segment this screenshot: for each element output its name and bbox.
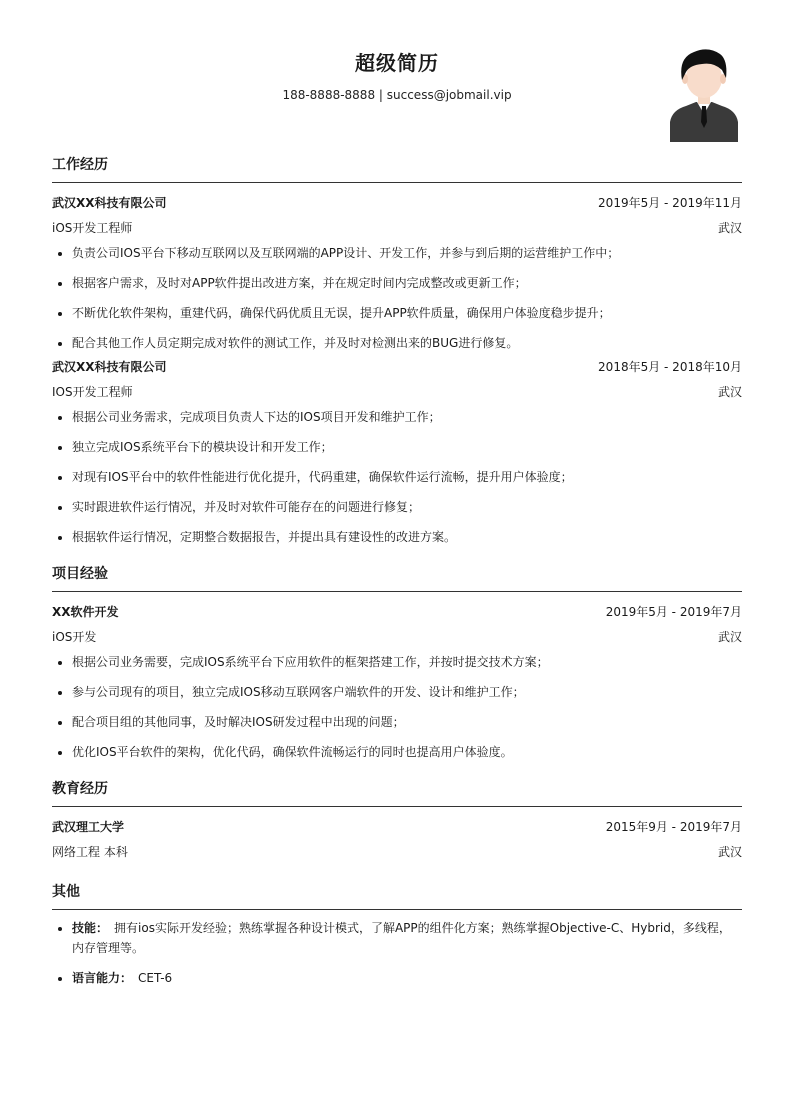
list-item: • 根据公司业务需要，完成IOS系统平台下应用软件的框架搭建工作，并按时提交技术方案； xyxy=(72,652,742,672)
list-item: • 对现有IOS平台中的软件性能进行优化提升，代码重建，确保软件运行流畅，提升用户体验度； xyxy=(72,467,742,487)
section-title-work: 工作经历 xyxy=(52,152,742,183)
work-entry xyxy=(52,355,742,547)
work-location: 武汉 xyxy=(717,221,742,235)
project-location: 武汉 xyxy=(717,630,742,644)
project-duties-list xyxy=(52,652,742,762)
work-dates: 2018年5月 - 2018年10月 xyxy=(598,360,742,374)
school-name: 武汉理工大学 xyxy=(52,820,125,834)
other-list xyxy=(52,918,742,988)
job-title: IOS开发工程师 xyxy=(52,385,133,399)
list-item: • 参与公司现有的项目，独立完成IOS移动互联网客户端软件的开发、设计和维护工作； xyxy=(72,682,742,702)
other-section xyxy=(52,879,742,988)
list-item: • 不断优化软件架构，重建代码，确保代码优质且无误，提升APP软件质量，确保用户体验度稳步提升； xyxy=(72,303,742,323)
avatar xyxy=(668,48,740,142)
contact-info: 188-8888-8888 | success@jobmail.vip xyxy=(282,88,512,102)
work-duties-list xyxy=(52,407,742,547)
section-title-education: 教育经历 xyxy=(52,776,742,807)
job-title: iOS开发工程师 xyxy=(52,221,133,235)
project-role: iOS开发 xyxy=(52,630,97,644)
language-text: CET-6 xyxy=(138,971,173,985)
company-name: 武汉XX科技有限公司 xyxy=(52,196,167,210)
work-dates: 2019年5月 - 2019年11月 xyxy=(598,196,742,210)
list-item: • 配合项目组的其他同事，及时解决IOS研发过程中出现的问题； xyxy=(72,712,742,732)
education-location: 武汉 xyxy=(717,845,742,859)
education-section xyxy=(52,776,742,865)
list-item: • 负责公司IOS平台下移动互联网以及互联网端的APP设计、开发工作，并参与到后期的运营维护工作中； xyxy=(72,243,742,263)
list-item xyxy=(72,968,742,988)
language-label: 语言能力： xyxy=(72,971,133,985)
skills-label: 技能： xyxy=(72,921,109,935)
list-item: • 根据公司业务需求，完成项目负责人下达的IOS项目开发和维护工作； xyxy=(72,407,742,427)
skills-text: 拥有ios实际开发经验；熟练掌握各种设计模式，了解APP的组件化方案；熟练掌握Objective-C、Hybrid，多线程，内存管理等。 xyxy=(72,921,731,955)
candidate-name: 超级简历 xyxy=(355,51,439,75)
section-title-projects: 项目经验 xyxy=(52,561,742,592)
list-item: • 独立完成IOS系统平台下的模块设计和开发工作； xyxy=(72,437,742,457)
work-location: 武汉 xyxy=(717,385,742,399)
work-experience-section xyxy=(52,152,742,547)
list-item xyxy=(72,918,742,958)
education-dates: 2015年9月 - 2019年7月 xyxy=(605,820,742,834)
list-item: • 实时跟进软件运行情况，并及时对软件可能存在的问题进行修复； xyxy=(72,497,742,517)
section-title-other: 其他 xyxy=(52,879,742,910)
work-duties-list xyxy=(52,243,742,353)
project-name: XX软件开发 xyxy=(52,605,119,619)
company-name: 武汉XX科技有限公司 xyxy=(52,360,167,374)
resume-body xyxy=(52,152,742,1002)
list-item: • 根据软件运行情况，定期整合数据报告，并提出具有建设性的改进方案。 xyxy=(72,527,742,547)
list-item: • 优化IOS平台软件的架构，优化代码，确保软件流畅运行的同时也提高用户体验度。 xyxy=(72,742,742,762)
project-experience-section xyxy=(52,561,742,762)
list-item: • 配合其他工作人员定期完成对软件的测试工作，并及时对检测出来的BUG进行修复。 xyxy=(72,333,742,353)
list-item: • 根据客户需求，及时对APP软件提出改进方案，并在规定时间内完成整改或更新工作； xyxy=(72,273,742,293)
work-entry xyxy=(52,191,742,353)
person-avatar-icon xyxy=(668,48,740,142)
education-entry xyxy=(52,815,742,865)
project-dates: 2019年5月 - 2019年7月 xyxy=(605,605,742,619)
major-degree: 网络工程 本科 xyxy=(52,845,128,859)
project-entry xyxy=(52,600,742,762)
